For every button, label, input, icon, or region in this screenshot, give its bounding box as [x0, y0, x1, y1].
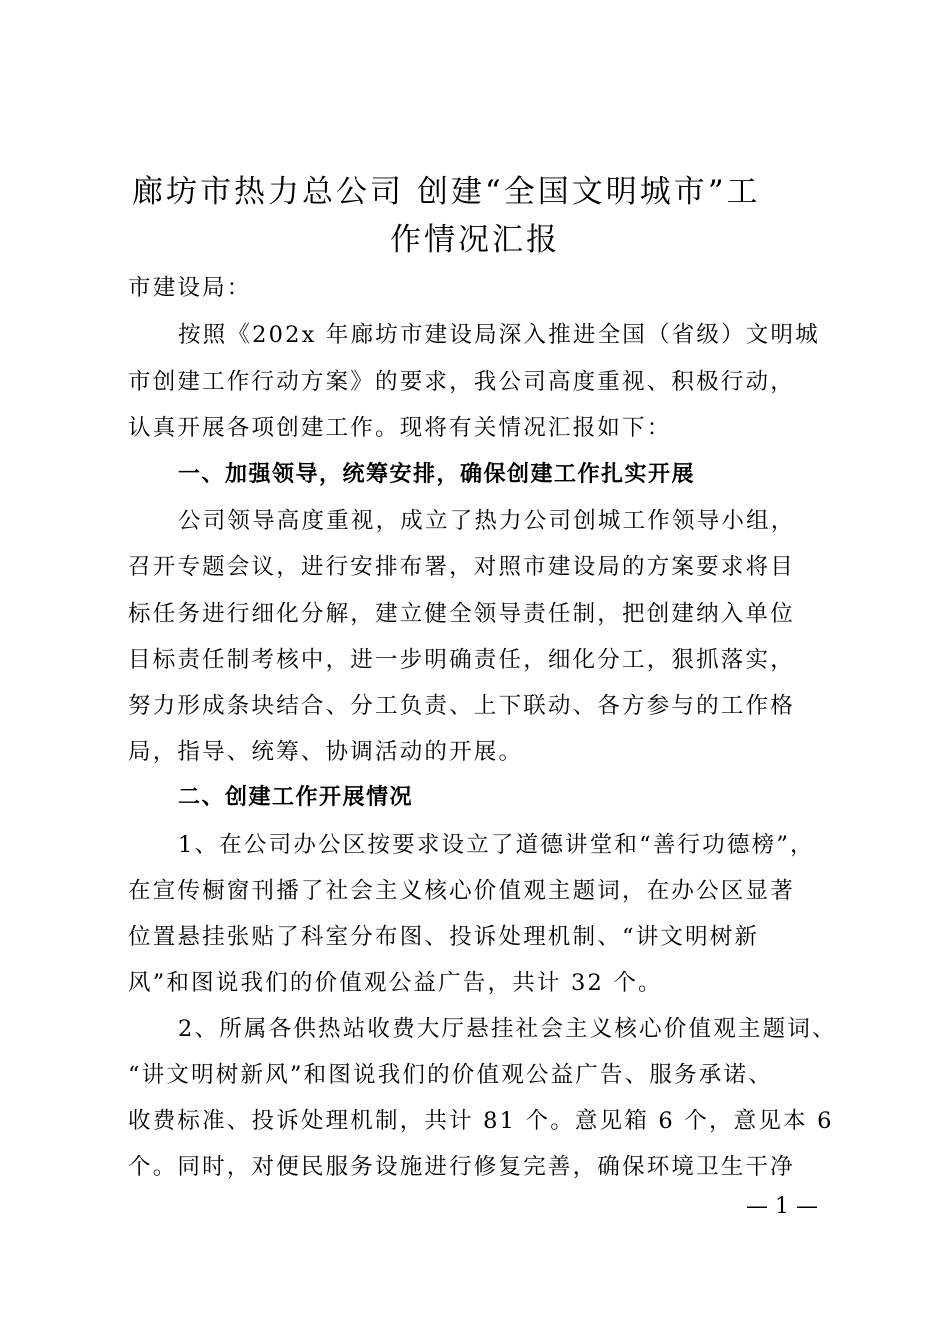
section-heading-2: 二、创建工作开展情况: [178, 785, 414, 810]
intro-line: 认真开展各项创建工作。现将有关情况汇报如下：: [128, 415, 672, 441]
salutation: 市建设局：: [128, 275, 252, 301]
item2-line: “讲文明树新风”和图说我们的价值观公益广告、服务承诺、: [128, 1062, 773, 1088]
item1-line: 在宣传橱窗刊播了社会主义核心价值观主题词，在办公区显著: [128, 878, 795, 904]
item2-line: 2、所属各供热站收费大厅悬挂社会主义核心价值观主题词、: [178, 1016, 837, 1042]
document-title-line-1: 廊坊市热力总公司 创建“全国文明城市”工: [132, 174, 761, 210]
section1-line: 努力形成条块结合、分工负责、上下联动、各方参与的工作格: [128, 693, 795, 719]
item1-line: 位置悬挂张贴了科室分布图、投诉处理机制、“讲文明树新: [128, 924, 760, 950]
section1-line: 标任务进行细化分解，建立健全领导责任制，把创建纳入单位: [128, 601, 795, 627]
item1-line: 风”和图说我们的价值观公益广告，共计 32 个。: [128, 970, 663, 996]
section1-line: 公司领导高度重视，成立了热力公司创城工作领导小组，: [178, 508, 796, 534]
page-number: — 1 —: [746, 1194, 818, 1219]
document-title-line-2: 作情况汇报: [390, 222, 560, 258]
intro-line: 市创建工作行动方案》的要求，我公司高度重视、积极行动，: [128, 369, 795, 395]
section-heading-1: 一、加强领导，统筹安排，确保创建工作扎实开展: [178, 462, 696, 487]
intro-line: 按照《202x 年廊坊市建设局深入推进全国（省级）文明城: [178, 322, 820, 348]
section1-line: 局，指导、统筹、协调活动的开展。: [128, 739, 524, 765]
item2-line: 收费标准、投诉处理机制，共计 81 个。意见箱 6 个，意见本 6: [128, 1108, 834, 1134]
item2-line: 个。同时，对便民服务设施进行修复完善，确保环境卫生干净: [128, 1154, 795, 1180]
item1-line: 1、在公司办公区按要求设立了道德讲堂和“善行功德榜”，: [178, 832, 815, 858]
section1-line: 召开专题会议，进行安排布署，对照市建设局的方案要求将目: [128, 554, 795, 580]
section1-line: 目标责任制考核中，进一步明确责任，细化分工，狠抓落实，: [128, 647, 795, 673]
